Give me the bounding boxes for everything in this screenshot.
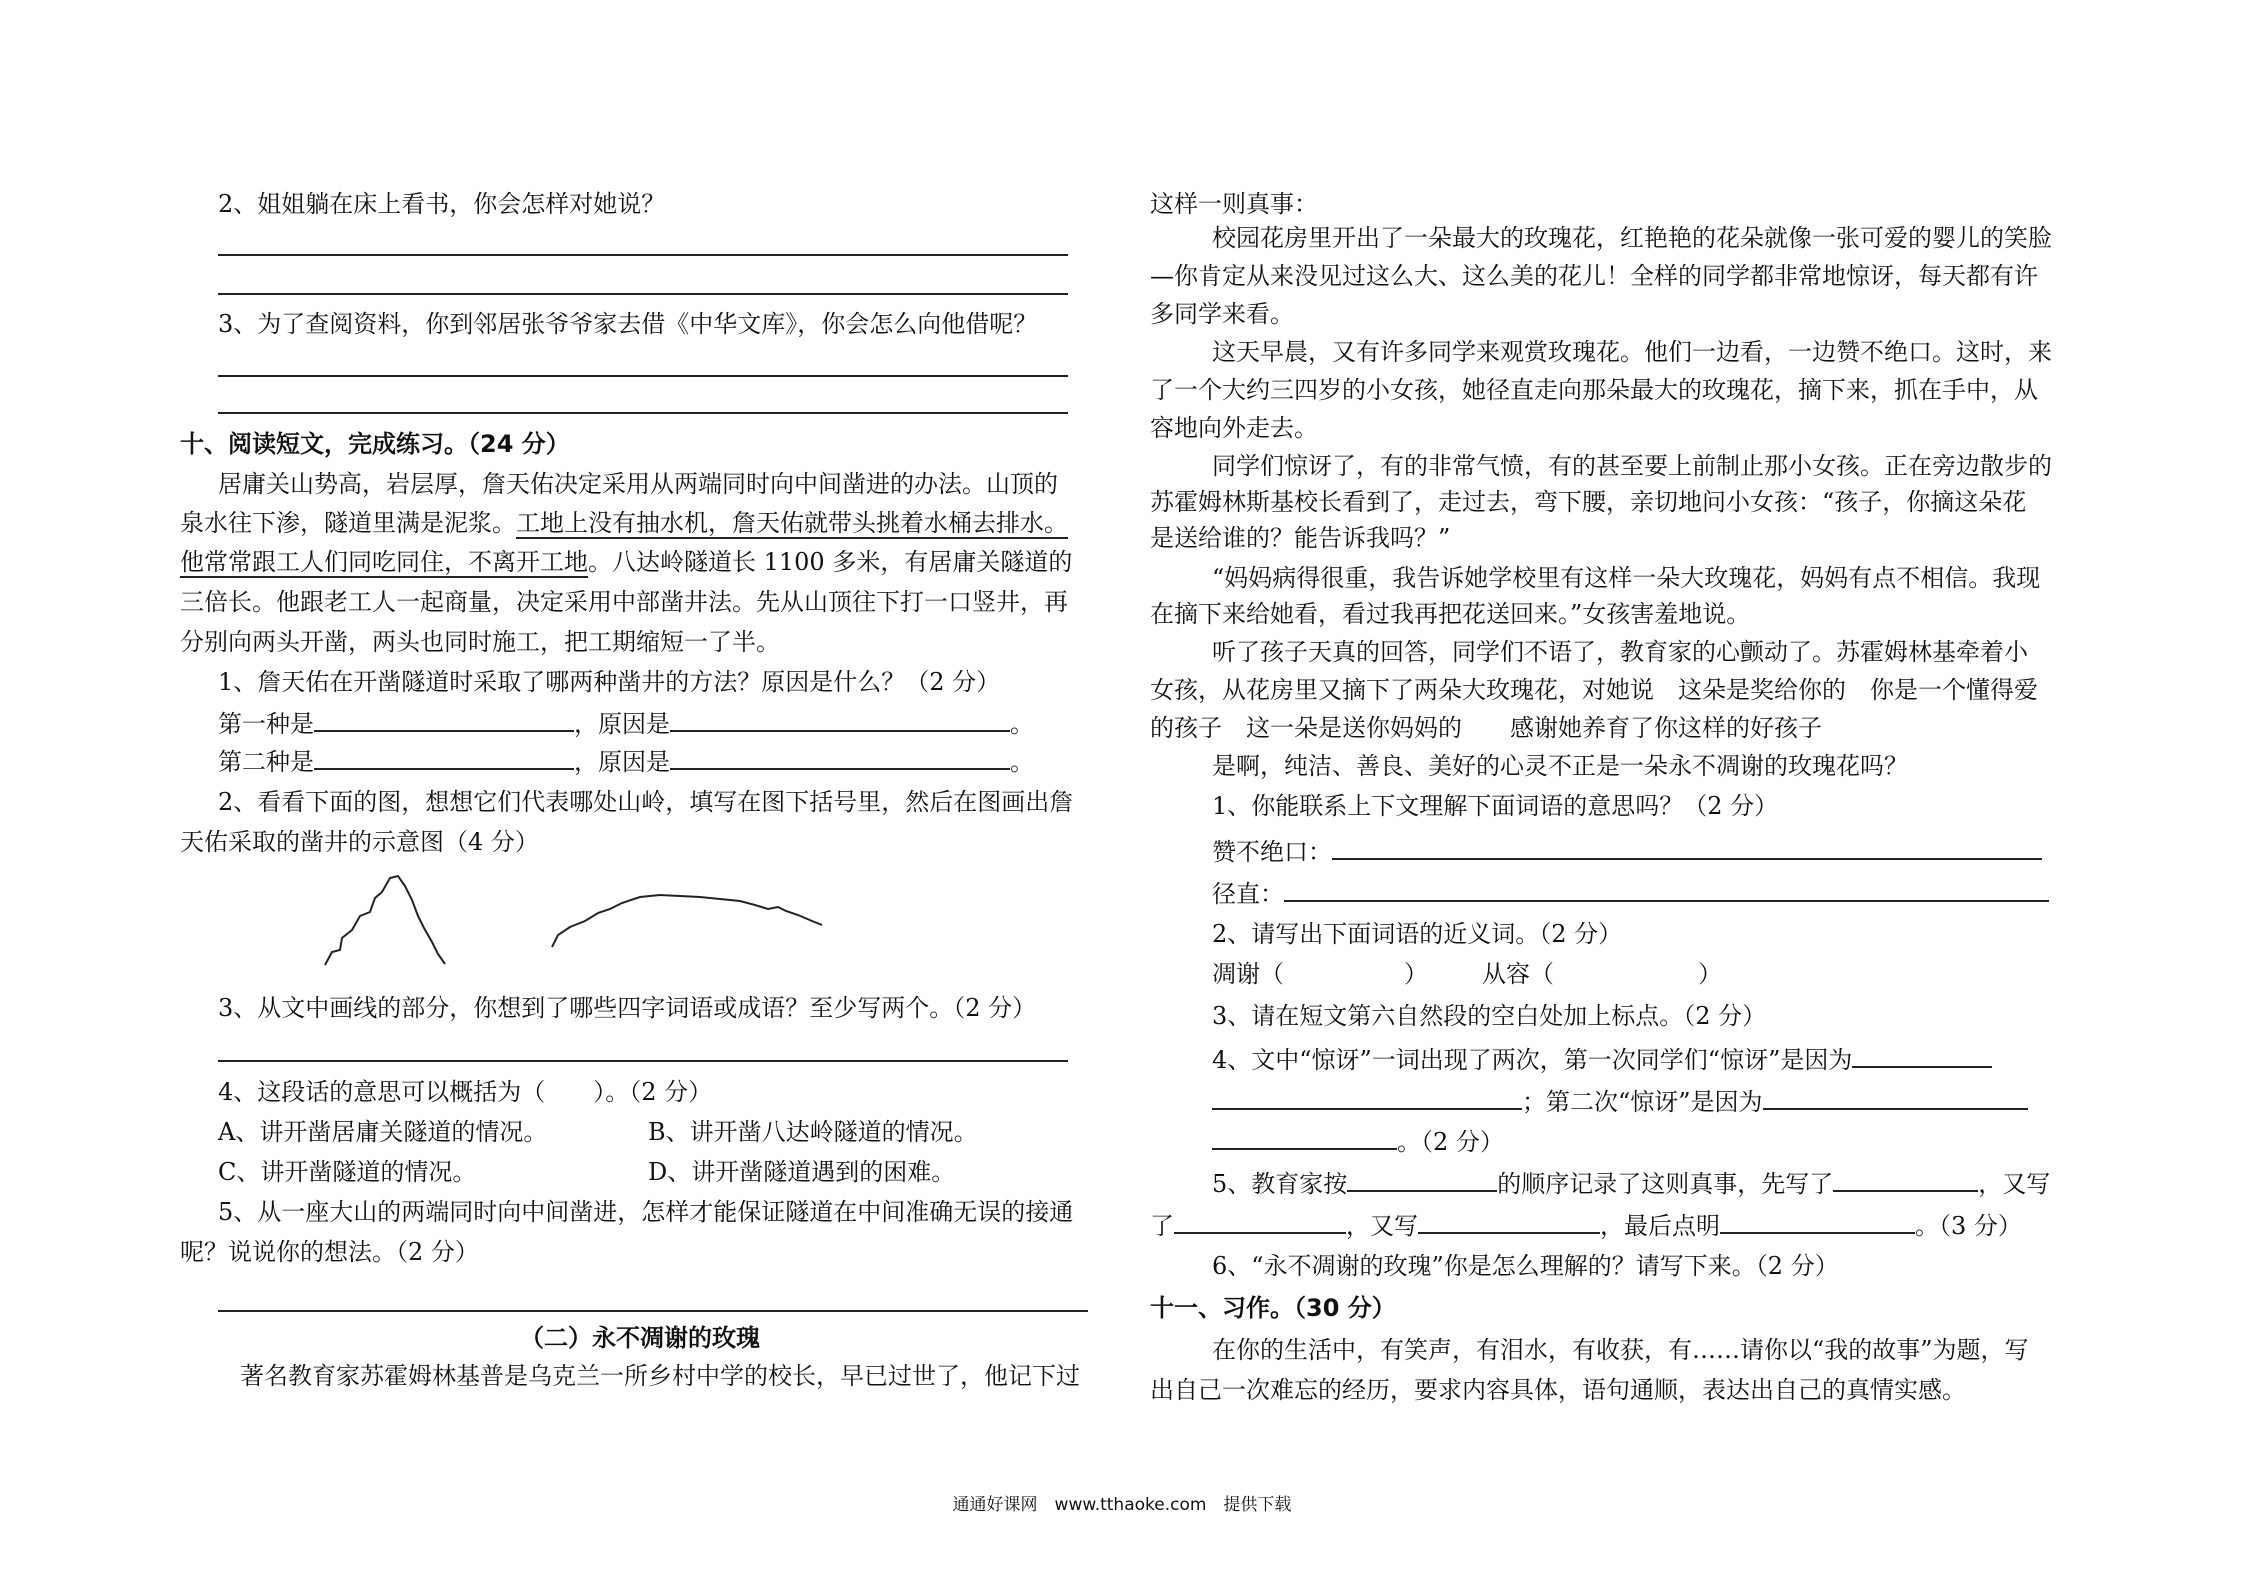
underlined-text: 他常常跟工人们同吃同住，不离开工地 [180,548,588,576]
story-question-4 [1212,1046,1992,1072]
story-line: 容地向外走去。 [1150,414,1318,442]
label-first: 第一种是 [218,710,314,738]
writing-prompt-line: 出自己一次难忘的经历，要求内容具体，语句通顺，表达出自己的真情实感。 [1150,1376,1966,1404]
label-reason: ，原因是 [574,710,670,738]
synonym-field-2[interactable]: 从容（ ） [1482,960,1722,988]
story-line: 听了孩子天真的回答，同学们不语了，教育家的心颤动了。苏霍姆林基牵着小 [1212,638,2028,666]
blank-first[interactable] [1833,1170,1978,1192]
answer-row-first [218,710,1034,736]
question-text: 5、教育家按 [1212,1170,1348,1198]
story-question-5 [1212,1170,2050,1196]
blank-reason-second-cont[interactable] [1212,1128,1397,1150]
question-text: 。（3 分） [1915,1212,2022,1240]
answer-line[interactable] [218,412,1068,414]
label-reason: ，原因是 [574,748,670,776]
story-question-4-cont [1212,1088,2028,1114]
reading-question-5-cont: 呢？说说你的想法。（2 分） [180,1238,479,1266]
passage-line [180,550,1072,574]
story-question-5-cont [1150,1212,2022,1238]
story-line: 苏霍姆林斯基校长看到了，走过去，弯下腰，亲切地问小女孩：“孩子，你摘这朵花 [1150,488,2027,516]
mountain-sketch-gentle [550,885,830,955]
question-text: 的顺序记录了这则真事，先写了 [1497,1170,1834,1198]
reading-question-3: 3、从文中画线的部分，你想到了哪些四字词语或成语？至少写两个。（2 分） [218,994,1037,1022]
blank-finally[interactable] [1720,1212,1915,1234]
mountain-sketch-peaked [320,870,490,970]
option-b[interactable]: B、讲开凿八达岭隧道的情况。 [648,1118,978,1146]
blank-then-2[interactable] [1418,1212,1600,1234]
word-meaning-row-2 [1212,880,2049,906]
section-10-title: 十、阅读短文，完成练习。（24 分） [180,430,570,458]
story-question-6: 6、“永不凋谢的玫瑰”你是怎么理解的？请写下来。（2 分） [1212,1252,1839,1280]
story-line: 是啊，纯洁、善良、美好的心灵不正是一朵永不凋谢的玫瑰花吗？ [1212,752,1908,780]
blank-meaning-2[interactable] [1284,880,2049,902]
question-text: ，又写 [1346,1212,1418,1240]
writing-prompt-line: 在你的生活中，有笑声，有泪水，有收获，有……请你以“我的故事”为题，写 [1212,1336,2029,1364]
blank-method-2[interactable] [314,748,574,770]
word-label: 赞不绝口： [1212,838,1332,866]
story-question-3: 3、请在短文第六自然段的空白处加上标点。（2 分） [1212,1002,1767,1030]
passage-line: 居庸关山势高，岩层厚，詹天佑决定采用从两端同时向中间凿进的办法。山顶的 [218,470,1058,498]
page-footer: 通通好课网 www.tthaoke.com 提供下载 [952,1495,1292,1515]
blank-reason-first[interactable] [1852,1046,1992,1068]
question-text: 了 [1150,1212,1174,1240]
story-question-2: 2、请写出下面词语的近义词。（2 分） [1212,920,1623,948]
reading-question-4: 4、这段话的意思可以概括为（ ）。（2 分） [218,1078,713,1106]
blank-reason-first-cont[interactable] [1212,1088,1522,1110]
passage-line: 分别向两头开凿，两头也同时施工，把工期缩短一了半。 [180,628,780,656]
label-second: 第二种是 [218,748,314,776]
blank-reason-2[interactable] [670,748,1010,770]
question-text: 4、文中“惊讶”一词出现了两次，第一次同学们“惊讶”是因为 [1212,1046,1853,1074]
label-end: 。 [1010,710,1034,738]
option-c[interactable]: C、讲开凿隧道的情况。 [218,1158,477,1186]
passage-line [180,511,1068,535]
story-line: —你肯定从来没见过这么大、这么美的花儿！全样的同学都非常地惊讶，每天都有许 [1150,262,2038,290]
answer-line[interactable] [218,1060,1068,1062]
story-line: “妈妈病得很重，我告诉她学校里有这样一朵大玫瑰花，妈妈有点不相信。我现 [1212,564,2041,592]
passage-text: 。八达岭隧道长 1100 多米，有居庸关隧道的 [588,548,1073,576]
answer-line[interactable] [218,1310,1088,1312]
passage-line: 著名教育家苏霍姆林基普是乌克兰一所乡村中学的校长，早已过世了，他记下过 [240,1362,1080,1390]
story-line: 是送给谁的？能告诉我吗？” [1150,524,1451,552]
story-line: 在摘下来给她看，看过我再把花送回来。”女孩害羞地说。 [1150,600,1751,628]
story-line: 这天早晨，又有许多同学来观赏玫瑰花。他们一边看，一边赞不绝口。这时，来 [1212,338,2052,366]
answer-line[interactable] [218,254,1068,256]
blank-order[interactable] [1347,1170,1497,1192]
story-line: 的孩子 这一朵是送你妈妈的 感谢她养育了你这样的好孩子 [1150,714,1822,742]
reading-question-1: 1、詹天佑在开凿隧道时采取了哪两种凿井的方法？原因是什么？（2 分） [218,668,1001,696]
blank-method-1[interactable] [314,710,574,732]
question-text: 。（2 分） [1397,1128,1504,1156]
reading-question-2: 2、看看下面的图，想想它们代表哪处山岭，填写在图下括号里，然后在图画出詹 [218,788,1074,816]
blank-reason-second[interactable] [1763,1088,2028,1110]
story-line: 多同学来看。 [1150,300,1294,328]
story-line: 女孩，从花房里又摘下了两朵大玫瑰花，对她说 这朵是奖给你的 你是一个懂得爱 [1150,676,2038,704]
question-text: ，又写 [1978,1170,2051,1198]
story-question-1: 1、你能联系上下文理解下面词语的意思吗？（2 分） [1212,792,1779,820]
underlined-text: 工地上没有抽水机，詹天佑就带头挑着水桶去排水。 [516,509,1068,537]
passage-line: 三倍长。他跟老工人一起商量，决定采用中部凿井法。先从山顶往下打一口竖井，再 [180,588,1068,616]
answer-row-second [218,748,1034,774]
synonym-field-1[interactable]: 凋谢（ ） [1212,960,1428,988]
blank-then[interactable] [1174,1212,1346,1234]
story-line: 这样一则真事： [1150,190,1318,218]
blank-meaning-1[interactable] [1332,838,2042,860]
word-meaning-row-1 [1212,838,2042,864]
story-line: 了一个大约三四岁的小女孩，她径直走向那朵最大的玫瑰花，摘下来，抓在手中，从 [1150,376,2038,404]
answer-line[interactable] [218,375,1068,377]
option-a[interactable]: A、讲开凿居庸关隧道的情况。 [218,1118,548,1146]
question-3-prompt: 3、为了查阅资料，你到邻居张爷爷家去借《中华文库》，你会怎么向他借呢？ [218,310,1038,338]
label-end: 。 [1010,748,1034,776]
story-line: 校园花房里开出了一朵最大的玫瑰花，红艳艳的花朵就像一张可爱的婴儿的笑脸 [1212,224,2052,252]
story-line: 同学们惊讶了，有的非常气愤，有的甚至要上前制止那小女孩。正在旁边散步的 [1212,452,2052,480]
blank-reason-1[interactable] [670,710,1010,732]
question-text: ，最后点明 [1600,1212,1720,1240]
story-question-4-end [1212,1128,1504,1154]
question-text: ；第二次“惊讶”是因为 [1522,1088,1763,1116]
answer-line[interactable] [218,293,1068,295]
passage-text: 泉水往下渗，隧道里满是泥浆。 [180,509,516,537]
option-d[interactable]: D、讲开凿隧道遇到的困难。 [648,1158,956,1186]
reading-question-2-cont: 天佑采取的凿井的示意图（4 分） [180,828,539,856]
section-11-title: 十一、习作。（30 分） [1150,1294,1396,1322]
word-label: 径直： [1212,880,1284,908]
question-2-prompt: 2、姐姐躺在床上看书，你会怎样对她说？ [218,190,666,218]
subsection-title: （二）永不凋谢的玫瑰 [520,1324,760,1352]
reading-question-5: 5、从一座大山的两端同时向中间凿进，怎样才能保证隧道在中间准确无误的接通 [218,1198,1074,1226]
